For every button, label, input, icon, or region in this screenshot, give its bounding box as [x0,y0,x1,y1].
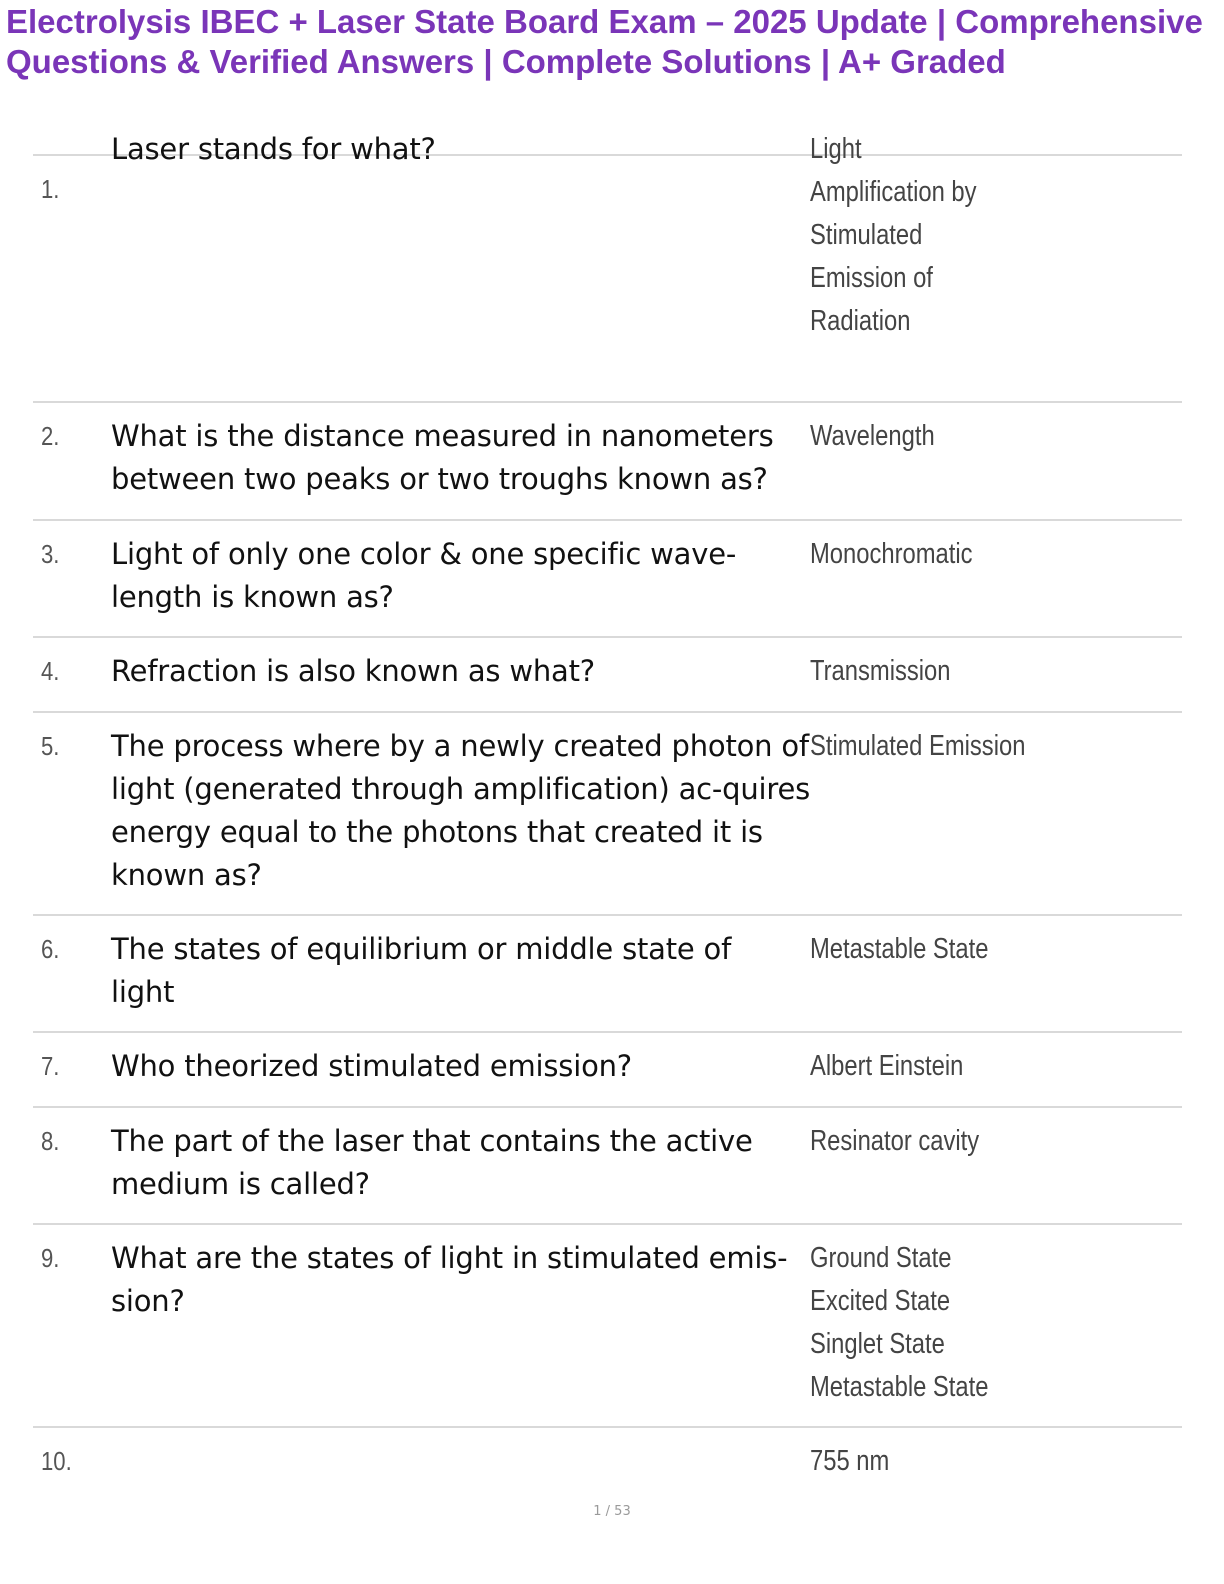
question-text: Who theorized stimulated emission? [111,1049,632,1083]
qa-row [33,638,1182,713]
answer-text: Transmission [810,655,951,687]
document-title: Electrolysis IBEC + Laser State Board Exam – 2025 Update | Comprehensive Questions & Verified Answers | Complete Solutions | A+ Graded [6,3,1203,80]
qa-row [33,916,1182,1033]
question-number: 3. [41,539,60,569]
question-text: What is the distance measured in nanometers between two peaks or two troughs known as? [111,419,774,496]
answer-text: Light Amplification by Stimulated Emission of Radiation [810,133,977,337]
question-text: The process where by a newly created photon of light (generated through amplification) ac-quires energy equal to the photons that created it is known as? [111,729,811,892]
qa-row [33,403,1182,521]
question-text: The part of the laser that contains the active medium is called? [111,1124,753,1201]
qa-row [33,1033,1182,1108]
question-number: 6. [41,934,60,964]
answer-text: Stimulated Emission [810,730,1026,762]
question-text: The states of equilibrium or middle state of light [111,932,732,1009]
answer-text: Ground State Excited State Singlet State Metastable State [810,1242,989,1403]
question-number: 10. [41,1446,72,1476]
answer-text: Resinator cavity [810,1125,980,1157]
question-text: Laser stands for what? [111,132,436,166]
answer-text: Wavelength [810,420,935,452]
answer-text: Albert Einstein [810,1050,964,1082]
qa-row [33,1225,1182,1428]
qa-row [33,128,1182,403]
qa-row [33,713,1182,916]
question-number: 5. [41,731,60,761]
question-number: 1. [41,174,60,204]
qa-row [33,521,1182,638]
answer-text: Monochromatic [810,538,973,570]
question-text: What are the states of light in stimulated emis-sion? [111,1241,788,1318]
question-number: 4. [41,656,60,686]
question-number: 7. [41,1051,60,1081]
qa-row [33,1108,1182,1225]
question-number: 2. [41,421,60,451]
answer-text: 755 nm [810,1445,890,1477]
answer-text: Metastable State [810,933,989,965]
question-number: 8. [41,1126,60,1156]
question-text: Light of only one color & one specific wave-length is known as? [111,537,737,614]
qa-row [33,1428,1182,1498]
question-number: 9. [41,1243,60,1273]
page-number: 1 / 53 [593,1504,631,1519]
question-text: Refraction is also known as what? [111,654,595,688]
